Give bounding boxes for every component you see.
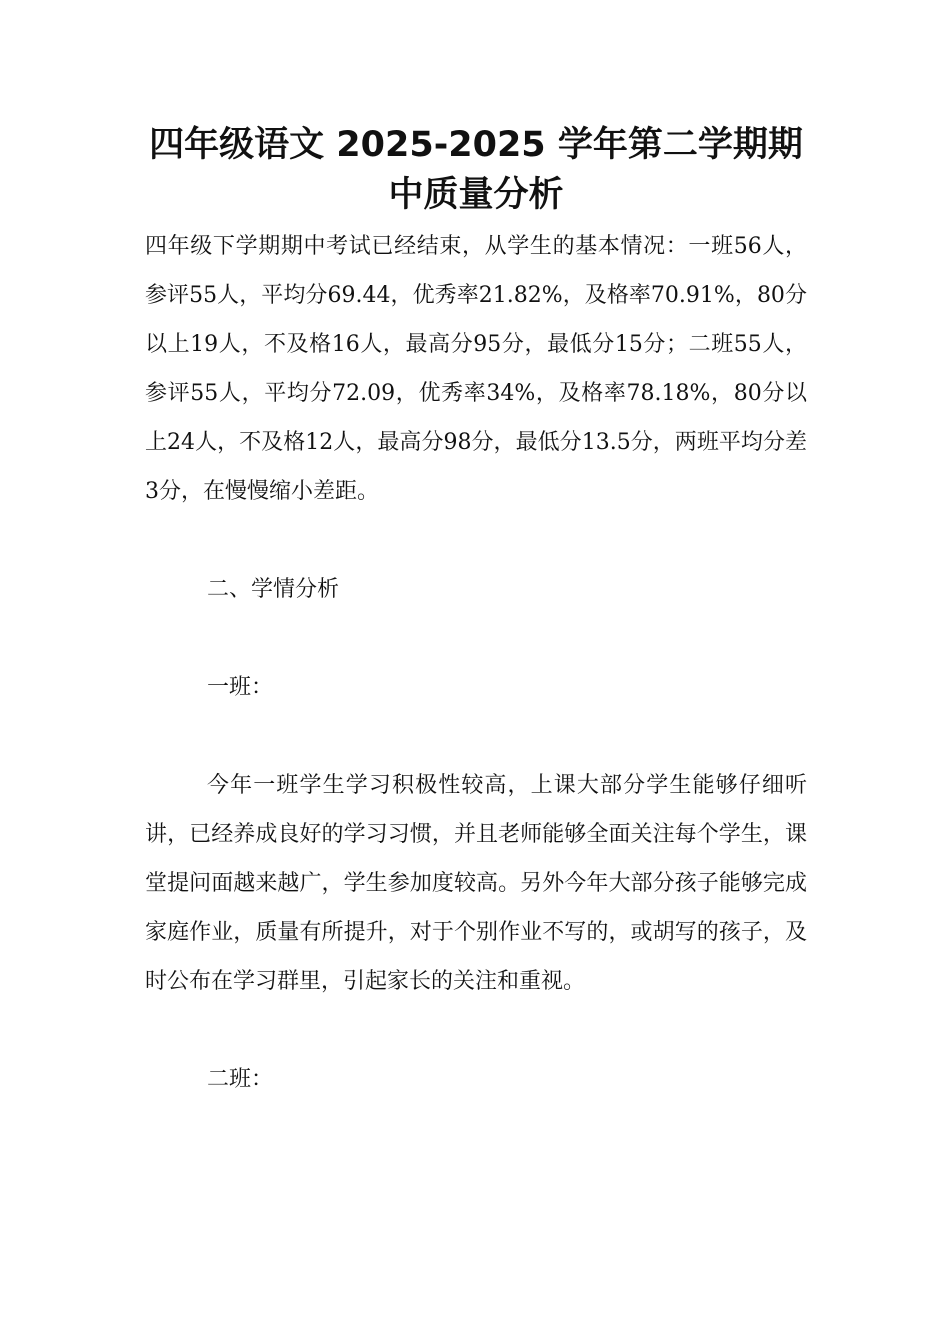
class-two-heading: 二班：: [207, 1067, 274, 1092]
class-one-paragraph: 今年一班学生学习积极性较高，上课大部分学生能够仔细听讲，已经养成良好的学习习惯，并且老师能够全面关注每个学生，课堂提问面越来越广，学生参加度较高。另外今年大部分孩子能够完成家庭作业，质量有所提升，对于个别作业不写的，或胡写的孩子，及时公布在学习群里，引起家长的关注和重视。: [145, 773, 807, 994]
class-one-heading: 一班：: [207, 675, 274, 700]
document-page: [145, 120, 807, 1104]
spacer: [145, 516, 807, 565]
spacer: [145, 712, 807, 761]
spacer: [145, 1006, 807, 1055]
document-title: 四年级语文 2025-2025 学年第二学期期中质量分析: [149, 125, 803, 215]
section-heading-learning-analysis: 二、学情分析: [207, 577, 340, 602]
intro-paragraph: 四年级下学期期中考试已经结束，从学生的基本情况：一班56人，参评55人，平均分69.44，优秀率21.82%，及格率70.91%，80分以上19人，不及格16人，最高分95分，最低分15分；二班55人，参评55人，平均分72.09，优秀率34%，及格率78.18%，80分以上24人，不及格12人，最高分98分，最低分13.5分，两班平均分差3分，在慢慢缩小差距。: [145, 234, 807, 504]
spacer: [145, 614, 807, 663]
